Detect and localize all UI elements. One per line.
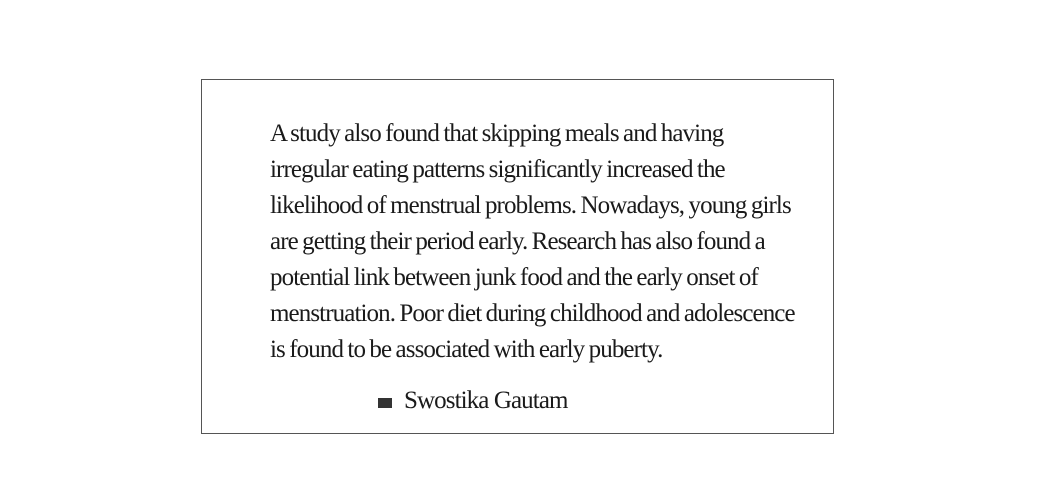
- quote-line: is found to be associated with early puberty.: [270, 336, 663, 363]
- quote-line: likelihood of menstrual problems. Nowadays, young girls: [270, 192, 791, 219]
- quote-line: potential link between junk food and the early onset of: [270, 264, 758, 291]
- quote-text: [270, 116, 810, 368]
- attribution-marker-icon: [378, 398, 392, 408]
- quote-line: are getting their period early. Research has also found a: [270, 228, 765, 255]
- quote-line: menstruation. Poor diet during childhood and adolescence: [270, 300, 795, 327]
- quote-line: A study also found that skipping meals and having: [270, 120, 724, 147]
- author-name: Swostika Gautam: [404, 387, 568, 414]
- attribution: [378, 383, 568, 419]
- quote-line: irregular eating patterns significantly increased the: [270, 156, 725, 183]
- quote-box: [201, 79, 834, 434]
